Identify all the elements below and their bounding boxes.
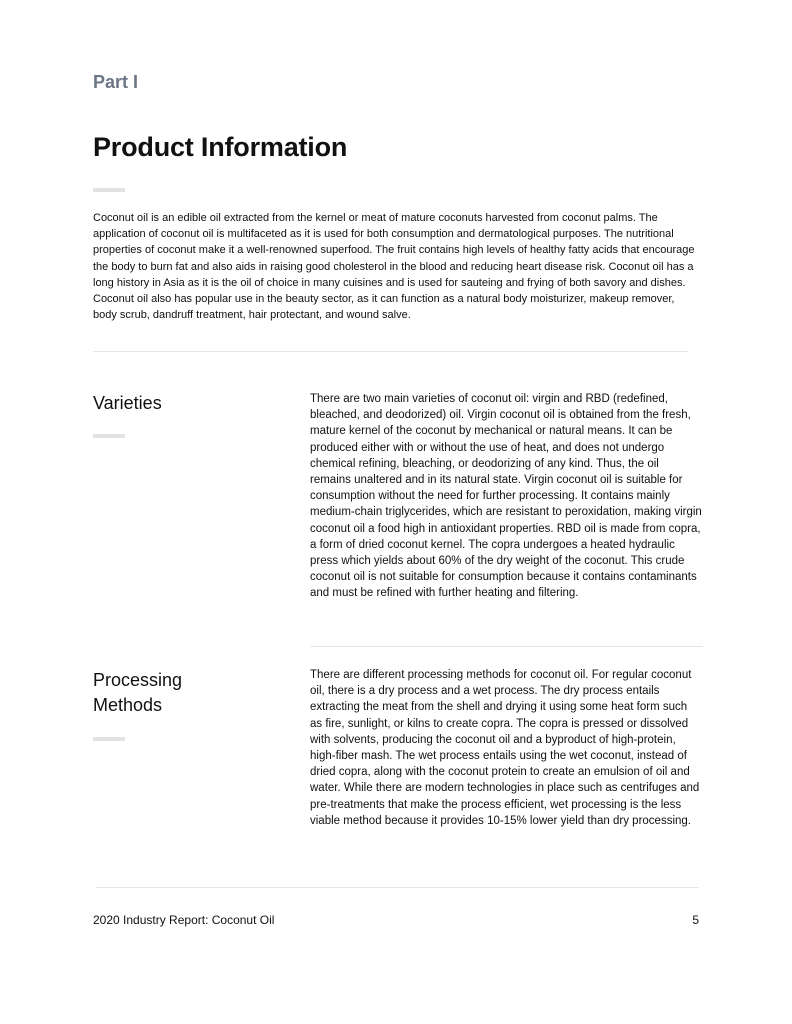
section-body-varieties: There are two main varieties of coconut oil: virgin and RBD (redefined, bleached, and deodorized) oil. Virgin coconut oil is obtained from the fresh, mature kernel of the coconut by mechanical or natural means. It can be produced either with or without the use of heat, and does not undergo chemical refining, bleaching, or deodorizing of any kind. Thus, the oil remains unaltered and in its natural state. Virgin coconut oil is suitable for consumption without the need for further processing. It contains mainly medium-chain triglycerides, which are resistant to peroxidation, making virgin coconut oil a food high in antioxidant properties. RBD oil is made from copra, a form of dried coconut kernel. The copra undergoes a heated hydraulic press which yields about 60% of the dry weight of the coconut. This crude coconut oil is not suitable for consumption because it contains contaminants and must be refined with further heating and filtering. [310,393,702,600]
footer-report-title: 2020 Industry Report: Coconut Oil [93,913,275,927]
section-heading-varieties: Varieties [93,393,162,413]
section-heading-processing-methods: Processing Methods [93,670,183,715]
varieties-divider [310,646,703,647]
footer-page-number: 5 [692,913,699,927]
section-body-processing-methods: There are different processing methods for coconut oil. For regular coconut oil, there is a dry process and a wet process. The dry process entails extracting the meat from the shell and drying it using some heat form such as fire, sunlight, or kilns to create copra. The copra is pressed or dissolved with solvents, producing the coconut oil and a byproduct of high-protein, high-fiber mash. The wet process entails using the wet coconut, instead of dried copra, along with the coconut protein to create an emulsion of oil and water. While there are modern technologies in place such as centrifuges and pre-treatments that make the process efficient, wet processing is the less viable method because it provides 10-15% lower yield than dry processing. [310,669,700,827]
intro-divider [93,351,688,352]
page-title: Product Information [93,132,348,162]
footer-divider [96,887,699,888]
title-accent-bar [93,188,125,192]
intro-paragraph: Coconut oil is an edible oil extracted from the kernel or meat of mature coconuts harvested from coconut palms. The application of coconut oil is multifaceted as it is used for both consumption and dermatological purposes. The nutritional properties of coconut make it a well-renowned superfood. The fruit contains high levels of healthy fatty acids that encourage the body to burn fat and also aids in raising good cholesterol in the blood and reducing heart disease risk. Coconut oil has a long history in Asia as it is the oil of choice in many cuisines and is used for sauteing and frying of both savory and dishes. Coconut oil also has popular use in the beauty sector, as it can function as a natural body moisturizer, makeup remover, body scrub, dandruff treatment, hair protectant, and wound salve. [93,212,695,322]
varieties-accent-bar [93,434,125,438]
part-label: Part I [93,72,139,92]
processing-accent-bar [93,737,125,741]
